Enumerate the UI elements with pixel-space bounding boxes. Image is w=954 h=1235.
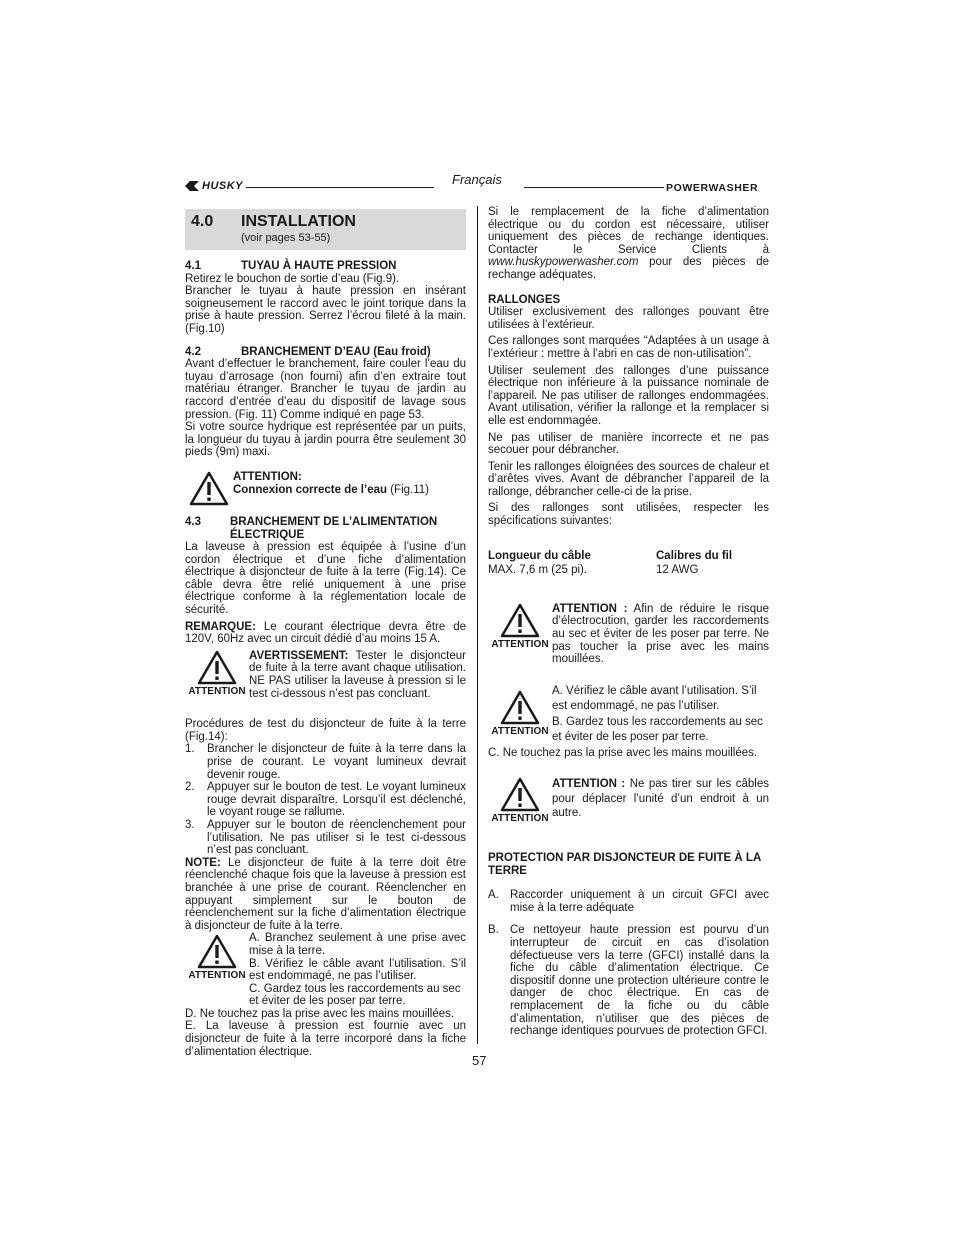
- warning-cable-check: [488, 684, 769, 746]
- warning-label: ATTENTION: [491, 813, 549, 825]
- list-text: Raccorder uniquement à un circuit GFCI avec mise à la terre adéquate: [510, 889, 769, 914]
- list-item: [488, 924, 769, 1037]
- paragraph: Retirez le bouchon de sortie d’eau (Fig.9).: [185, 272, 400, 285]
- husky-logo: [185, 180, 243, 192]
- brand-name: HUSKY: [202, 180, 244, 192]
- warning-triangle-icon: [500, 603, 540, 638]
- paragraph: Ces rallonges sont marquées “Adaptées à un usage à l’extérieur : mettre à l’abri en cas de non-utilisation”.: [488, 335, 769, 360]
- list-marker: 2.: [185, 781, 195, 794]
- table-header-row: Longueur du câble Calibres du fil: [488, 549, 733, 562]
- warning-text: ATTENTION : Ne pas tirer sur les câbles pour déplacer l’unité d’un endroit à un autre.: [552, 778, 769, 820]
- paragraph: Utiliser exclusivement des rallonges pouvant être utilisées à l’extérieur.: [488, 306, 769, 331]
- warning-text: ATTENTION : Afin de réduire le risque d’électrocution, garder les raccordements au sec et éviter de les poser par terre. Ne pas toucher la prise avec les mains mouillées.: [552, 602, 769, 666]
- section-subtitle: (voir pages 53-55): [241, 232, 331, 244]
- section-header: [185, 209, 466, 250]
- paragraph: Si votre source hydrique est représentée par un puits, la longueur du tuyau à jardin pourra être seulement 30 pieds (9m) maxi.: [185, 421, 466, 459]
- cable-spec-table: [488, 550, 769, 577]
- warning-gfci-test: [185, 650, 466, 700]
- paragraph: La laveuse à pression est équipée à l’usine d’un cordon électrique et d’une fiche d’alimentation électrique à disjoncteur de fuite à la terre (Fig.14). Ce câble devra être relié uniquement à une prise électrique conforme à la réglementation locale de sécurité.: [185, 541, 466, 617]
- paragraph: Avant d’effectuer le branchement, faire couler l’eau du tuyau d’arrosage (non fourni) afin d’en extraire tout matériau étranger. Brancher le tuyau de jardin au raccord d’entrée d’eau du dispositif de lavage sous pression. (Fig. 11) Comme indiqué en page 53.: [185, 358, 466, 421]
- list-item: [185, 743, 466, 781]
- warning-text: AVERTISSEMENT: Tester le disjoncteur de fuite à la terre avant chaque utilisation. NE PAS utiliser la laveuse à pression si le test ci-dessous n’est pas concluant.: [249, 649, 466, 700]
- remark-paragraph: REMARQUE: Le courant électrique devra être de 120V, 60Hz avec un circuit dédié d’au moins 15 A.: [185, 620, 466, 646]
- list-text: Ce nettoyeur haute pression est pourvu d’un interrupteur de circuit en cas d’isolation défectueuse vers la terre (GFCI) installé dans la fiche du câble d’alimentation électrique. Ce dispositif donne une protection ultérieure contre le danger de choc électrique. En cas de remplacement de la fiche ou du câble d’alimentation, n’utiliser que des pièces de rechange identiques pourvues de protection GFCI.: [510, 924, 769, 1038]
- warning-triangle-icon: [500, 690, 540, 725]
- paragraph: Ne pas utiliser de manière incorrecte et ne pas secouer pour débrancher.: [488, 431, 769, 457]
- warning-icon-wrap: [488, 777, 552, 826]
- warning-label: ATTENTION: [491, 638, 549, 650]
- list-marker: 3.: [185, 818, 195, 831]
- paragraph: Utiliser seulement des rallonges d’une puissance électrique non inférieure à la puissance nominale de l’appareil. Ne pas utiliser de rallonges endommagées. Avant utilisation, vérifier la rallonge et la remplacer si elle est endommagée.: [488, 364, 769, 427]
- left-column: [185, 209, 466, 1058]
- website-link: www.huskypowerwasher.com: [488, 256, 639, 269]
- rallonges-heading: RALLONGES: [488, 293, 561, 306]
- warning-electrical: [185, 932, 466, 1008]
- paragraph: Si le remplacement de la fiche d’alimentation électrique ou du cordon est nécessaire, utiliser uniquement des pièces de rechange identiques. Contacter le Service Clients à www.huskypowerwasher.com pour des pièces de rechange adéquates.: [488, 206, 769, 281]
- list-text: Appuyer sur le bouton de réenclenchement pour l’utilisation. Ne pas utiliser si le test ci-dessous n’est pas concluant.: [207, 818, 466, 857]
- right-column: [488, 206, 769, 1038]
- procedure-intro: Procédures de test du disjoncteur de fuite à la terre (Fig.14):: [185, 718, 466, 743]
- list-text: Brancher le disjoncteur de fuite à la terre dans la prise de courant. Le voyant lumineux devrait devenir rouge.: [207, 743, 466, 781]
- warning-text: A. Branchez seulement à une prise avec mise à la terre. B. Vérifiez le câble avant l’utilisation. S’il est endommagé, ne pas l’utiliser. C. Gardez tous les raccordements au sec et éviter de les poser par terre.: [249, 932, 466, 1008]
- table-row: MAX. 7,6 m (25 pi). 12 AWG: [488, 564, 699, 577]
- list-item: C. Ne touchez pas la prise avec les mains mouillées.: [488, 746, 758, 759]
- language-label: Français: [452, 172, 502, 187]
- warning-electrocution: [488, 603, 769, 666]
- warning-cable-pull: [488, 777, 769, 826]
- warning-text: ATTENTION: Connexion correcte de l’eau (Fig.11): [233, 470, 429, 496]
- list-item: D. Ne touchez pas la prise avec les mains mouillées.: [185, 1007, 455, 1020]
- warning-icon-wrap: [185, 934, 249, 983]
- list-marker: A.: [488, 889, 499, 902]
- gfci-heading: PROTECTION PAR DISJONCTEUR DE FUITE À LA TERRE: [488, 852, 761, 877]
- warning-icon-wrap: [185, 650, 249, 699]
- list-item: [185, 781, 466, 819]
- product-name: POWERWASHER: [666, 182, 759, 194]
- header-rule-left: [246, 187, 434, 188]
- header-rule-right: [524, 187, 664, 188]
- paragraph: Brancher le tuyau à haute pression en insérant soigneusement le raccord avec le joint torique dans la prise à haute pression. Serrez l’écrou fileté à la main. (Fig.10): [185, 285, 466, 335]
- gfci-list: [488, 889, 769, 1038]
- list-marker: 1.: [185, 743, 195, 756]
- warning-label: ATTENTION: [491, 725, 549, 737]
- warning-triangle-icon: [197, 934, 237, 969]
- note-paragraph: NOTE: Le disjoncteur de fuite à la terre doit être réenclenché chaque fois que la laveuse à pression est branchée à une prise de courant. Réenclencher en appuyant simplement sur le bouton de réenclenchement sur la fiche d’alimentation électrique à disjoncteur de fuite à la terre.: [185, 856, 466, 932]
- warning-icon-wrap: [488, 690, 552, 739]
- warning-icon-wrap: [488, 603, 552, 652]
- list-item: [488, 889, 769, 914]
- list-item: E. La laveuse à pression est fournie avec un disjoncteur de fuite à la terre incorporé dans la fiche d’alimentation électrique.: [185, 1020, 466, 1058]
- warning-icon-wrap: [185, 471, 233, 506]
- section-title: 4.0 INSTALLATION: [191, 213, 356, 230]
- warning-label: ATTENTION: [188, 685, 246, 697]
- paragraph: Si des rallonges sont utilisées, respecter les spécifications suivantes:: [488, 502, 769, 528]
- page-number: 57: [472, 1053, 487, 1068]
- warning-water-connection: [185, 471, 466, 506]
- column-divider: [477, 206, 478, 1044]
- subsection-4-3-heading: 4.3 BRANCHEMENT DE L’ALIMENTATION ÉLECTRIQUE: [185, 515, 438, 541]
- warning-triangle-icon: [189, 471, 229, 506]
- subsection-4-2-heading: 4.2 BRANCHEMENT D’EAU (Eau froid): [185, 345, 431, 358]
- warning-triangle-icon: [197, 650, 237, 685]
- warning-text: A. Vérifiez le câble avant l’utilisation. S’il est endommagé, ne pas l’utiliser. B. Gardez tous les raccordements au sec et éviter de les poser par terre.: [552, 684, 763, 744]
- list-item: [185, 819, 466, 857]
- warning-label: ATTENTION: [188, 970, 246, 982]
- list-text: Appuyer sur le bouton de test. Le voyant lumineux rouge devrait disparaître. Lorsqu’il est déclenché, le voyant rouge se rallume.: [207, 781, 466, 819]
- subsection-4-1-heading: 4.1 TUYAU À HAUTE PRESSION: [185, 260, 397, 272]
- paragraph: Tenir les rallonges éloignées des sources de chaleur et d’arêtes vives. Avant de débrancher l’appareil de la rallonge, débrancher celle-ci de la prise.: [488, 460, 769, 498]
- warning-triangle-icon: [500, 777, 540, 812]
- husky-logo-icon: [185, 181, 199, 191]
- list-marker: B.: [488, 924, 499, 937]
- procedure-steps: [185, 743, 466, 856]
